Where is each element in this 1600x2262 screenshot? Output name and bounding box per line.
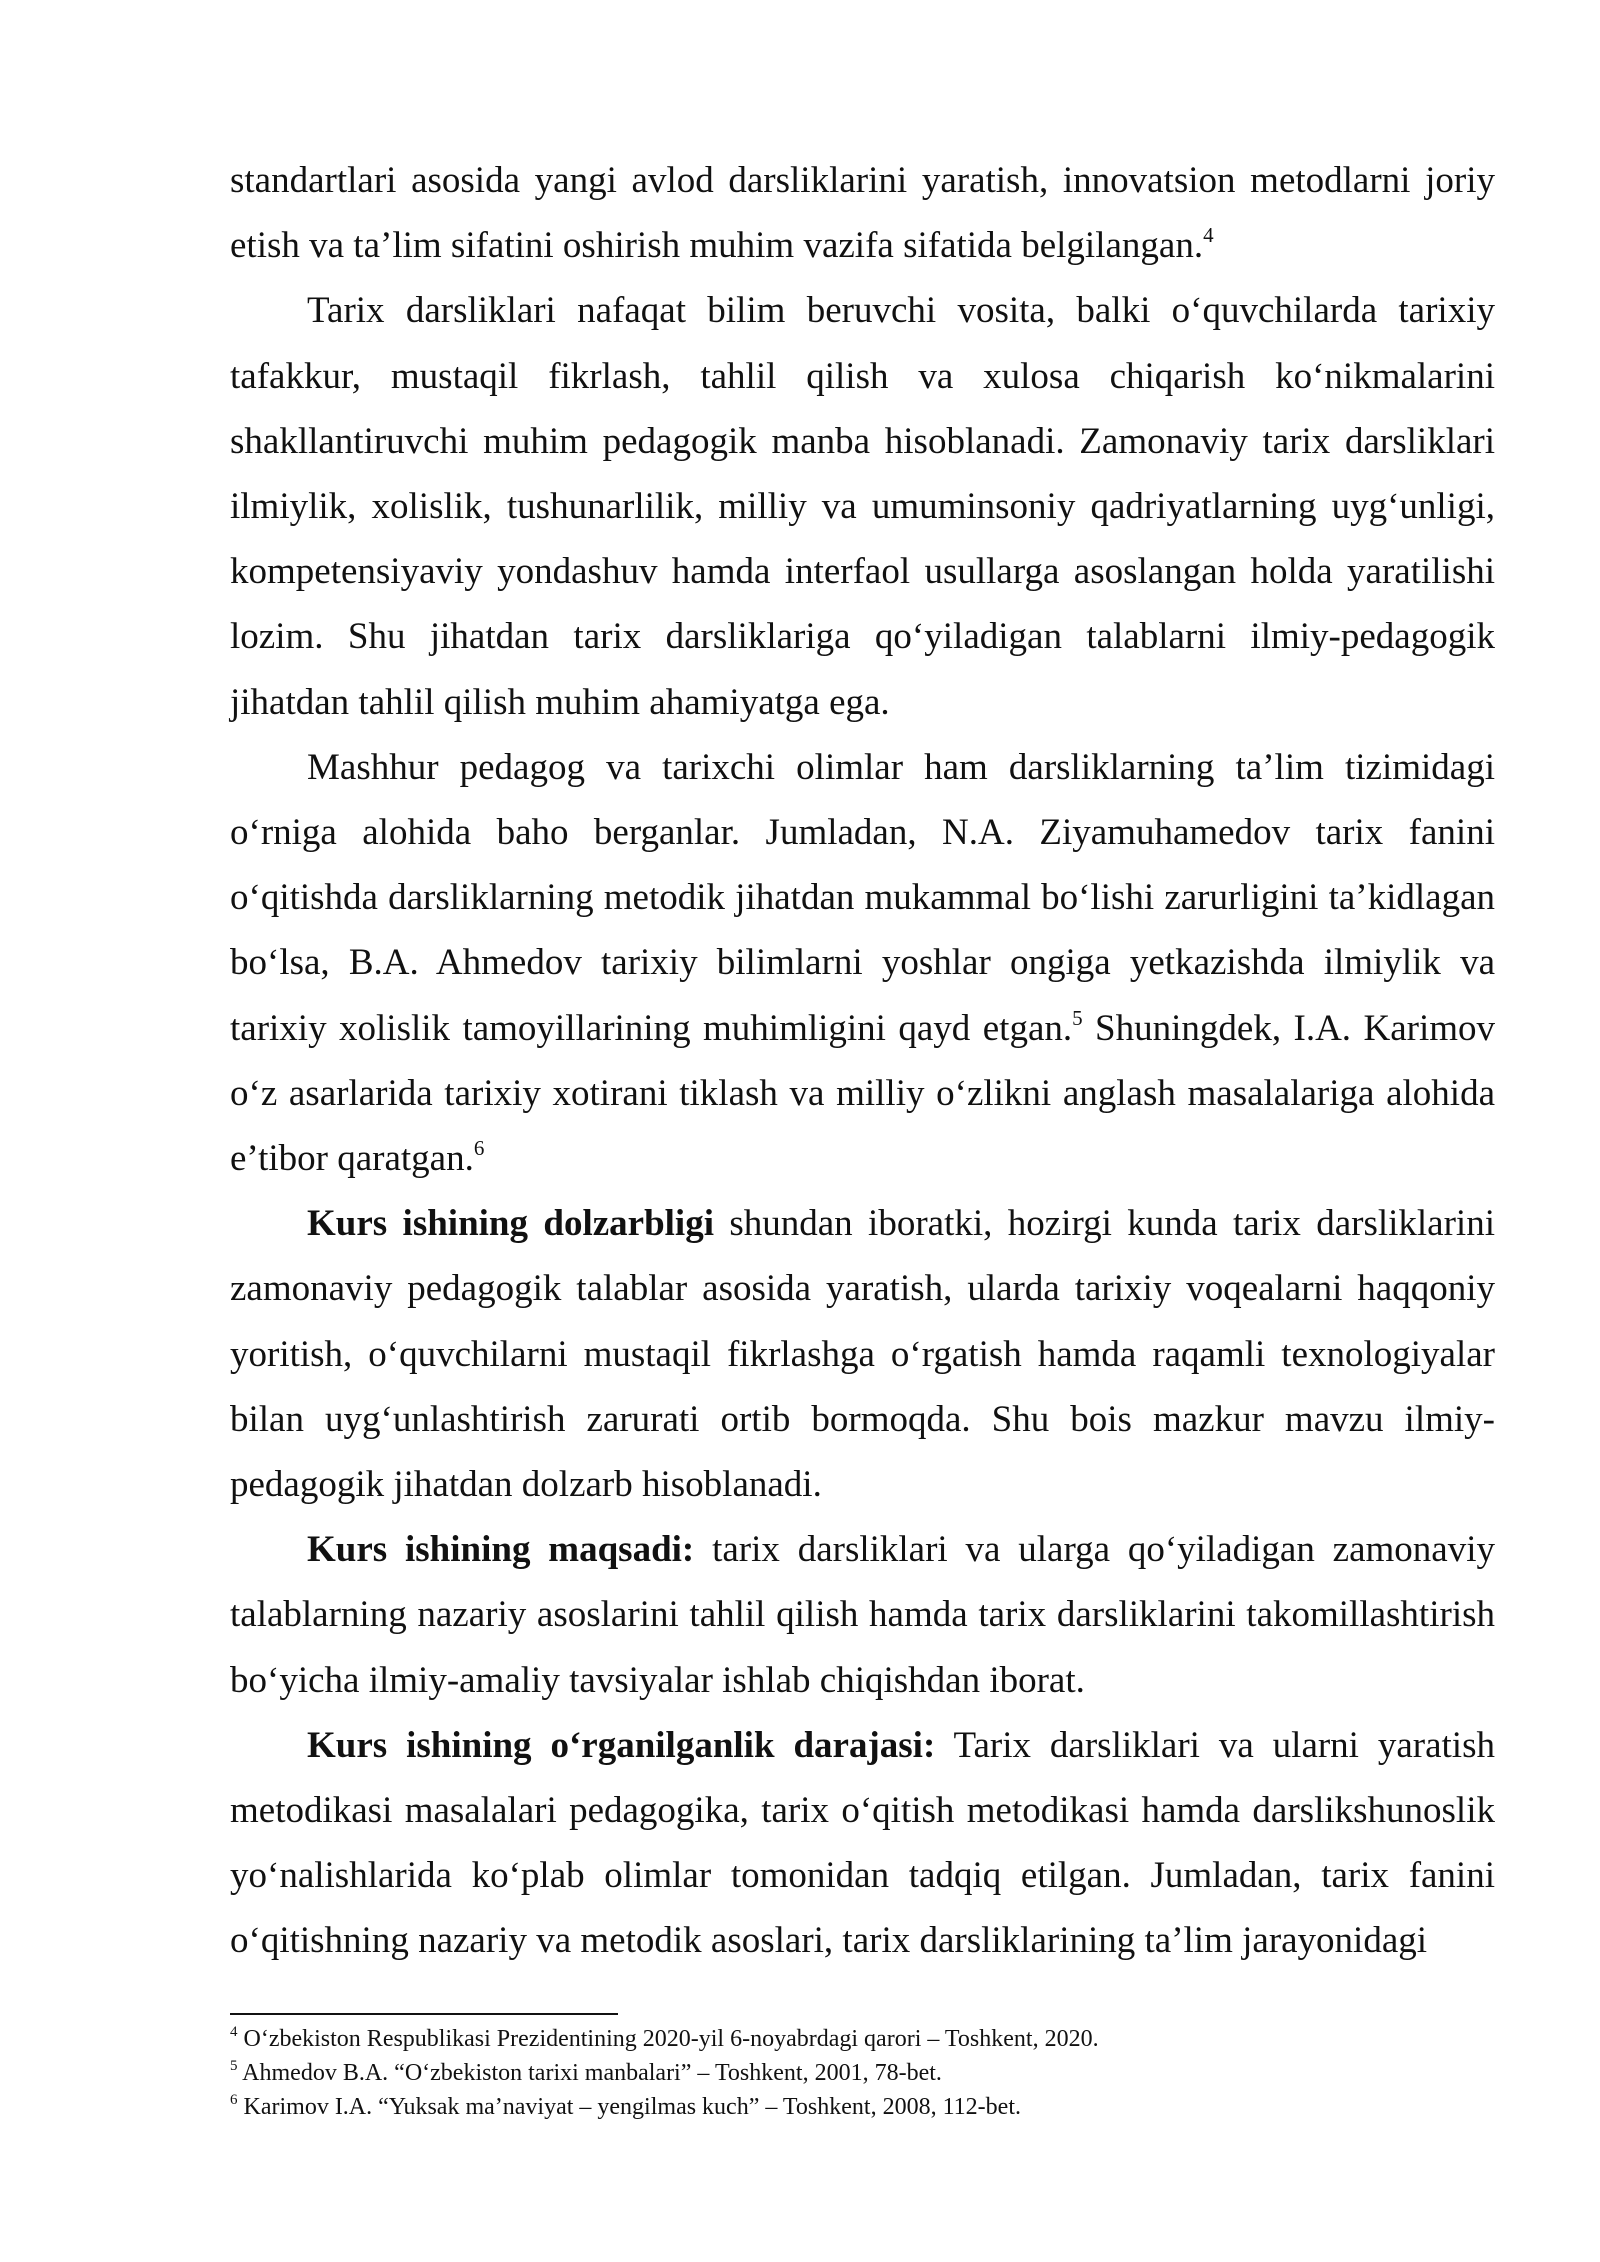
paragraph <box>230 735 1495 1191</box>
footnote-mark: 4 <box>230 2024 238 2040</box>
footnote-reference[interactable]: 4 <box>1203 223 1214 248</box>
footnote-mark: 5 <box>230 2058 238 2074</box>
paragraph <box>230 1191 1495 1517</box>
footnote-separator <box>230 2013 618 2015</box>
footnote <box>230 2090 1495 2124</box>
paragraph <box>230 278 1495 734</box>
section-heading-inline: Kurs ishining dolzarbligi <box>307 1203 714 1245</box>
section-heading-inline: Kurs ishining o‘rganilganlik darajasi: <box>307 1724 936 1766</box>
paragraph-text: Shuningdek, I.A. Karimov o‘z asarlarida tarixiy xotirani tiklash va milliy o‘zlikni anglash masalalariga alohida e’tibor qaratgan. <box>230 1007 1495 1180</box>
paragraph <box>230 1517 1495 1713</box>
body-text <box>230 148 1495 1974</box>
footnote-reference[interactable]: 6 <box>473 1136 485 1161</box>
footnotes <box>230 2022 1495 2124</box>
paragraph-text: Mashhur pedagog va tarixchi olimlar ham darsliklarning ta’lim tizimidagi o‘rniga alohida baho berganlar. Jumladan, N.A. Ziyamuhamedov tarix fanini o‘qitishda darsliklarning metodik jihatdan mukammal bo‘lishi zarurligini ta’kidlagan bo‘lsa, B.A. Ahmedov tarixiy bilimlarni yoshlar ongiga yetkazishda ilmiylik va tarixiy xolislik tamoyillarining muhimligini qayd etgan. <box>230 746 1495 1049</box>
footnote <box>230 2056 1495 2090</box>
paragraph-text: Tarix darsliklari nafaqat bilim beruvchi vosita, balki o‘quvchilarda tarixiy tafakkur, mustaqil fikrlash, tahlil qilish va xulosa chiqarish ko‘nikmalarini shakllantiruvchi muhim pedagogik manba hisoblanadi. Zamonaviy tarix darsliklari ilmiylik, xolislik, tushunarlilik, milliy va umuminsoniy qadriyatlarning uyg‘unligi, kompetensiyaviy yondashuv hamda interfaol usullarga asoslangan holda yaratilishi lozim. Shu jihatdan tarix darsliklariga qo‘yiladigan talablarni ilmiy-pedagogik jihatdan tahlil qilish muhim ahamiyatga ega. <box>230 290 1495 723</box>
footnote-text: Ahmedov B.A. “O‘zbekiston tarixi manbalari” – Toshkent, 2001, 78-bet. <box>237 2060 942 2086</box>
paragraph-text: shundan iboratki, hozirgi kunda tarix darsliklarini zamonaviy pedagogik talablar asosida yaratish, ularda tarixiy voqealarni haqqoniy yoritish, o‘quvchilarni mustaqil fikrlashga o‘rgatish hamda raqamli texnologiyalar bilan uyg‘unlashtirish zarurati ortib bormoqda. Shu bois mazkur mavzu ilmiy-pedagogik jihatdan dolzarb hisoblanadi. <box>230 1203 1495 1506</box>
footnote-text: O‘zbekiston Respublikasi Prezidentining 2020-yil 6-noyabrdagi qarori – Toshkent, 2020. <box>237 2026 1099 2052</box>
paragraph <box>230 1713 1495 1974</box>
footnote-mark: 6 <box>230 2092 238 2108</box>
footnote-reference[interactable]: 5 <box>1072 1005 1083 1030</box>
section-heading-inline: Kurs ishining maqsadi: <box>307 1529 695 1571</box>
footnote <box>230 2022 1495 2056</box>
paragraph-text: standartlari asosida yangi avlod darsliklarini yaratish, innovatsion metodlarni joriy etish va ta’lim sifatini oshirish muhim vazifa sifatida belgilangan. <box>230 160 1495 267</box>
paragraph-text: Tarix darsliklari va ularni yaratish metodikasi masalalari pedagogika, tarix o‘qitish metodikasi hamda darslikshunoslik yo‘nalishlarida ko‘plab olimlar tomonidan tadqiq etilgan. Jumladan, tarix fanini o‘qitishning nazariy va metodik asoslari, tarix darsliklarining ta’lim jarayonidagi <box>230 1724 1495 1962</box>
footnote-text: Karimov I.A. “Yuksak ma’naviyat – yengilmas kuch” – Toshkent, 2008, 112-bet. <box>237 2094 1021 2120</box>
paragraph-text: tarix darsliklari va ularga qo‘yiladigan zamonaviy talablarning nazariy asoslarini tahlil qilish hamda tarix darsliklarini takomillashtirish bo‘yicha ilmiy-amaliy tavsiyalar ishlab chiqishdan iborat. <box>230 1529 1495 1701</box>
paragraph-continuation <box>230 148 1495 278</box>
